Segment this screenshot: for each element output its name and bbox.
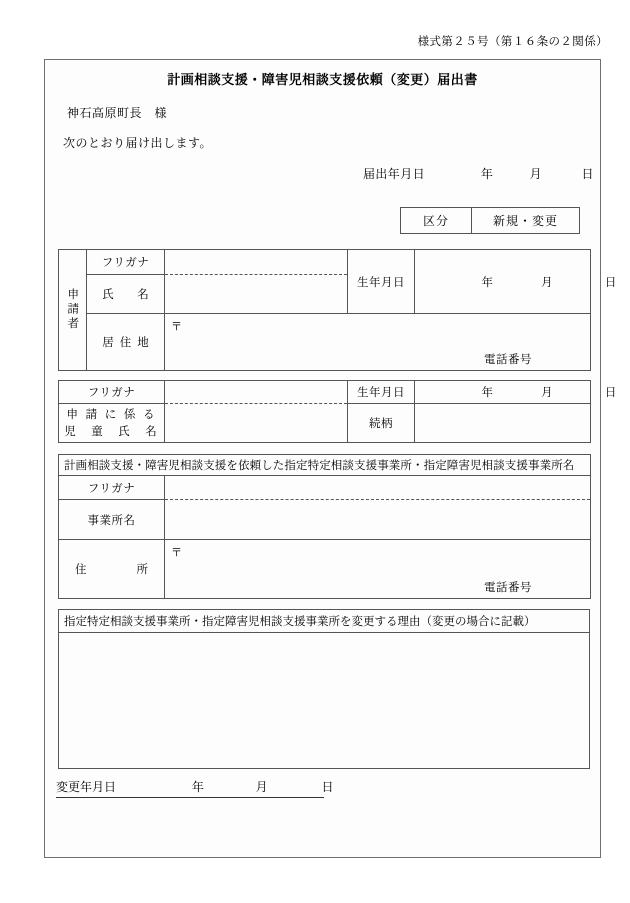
applicant-group-cell xyxy=(59,250,87,371)
form-frame xyxy=(44,59,617,858)
office-furigana-label: フリガナ xyxy=(59,476,165,500)
table-row-child-name xyxy=(59,404,591,443)
submission-year-unit: 年 xyxy=(480,167,493,181)
table-row-applicant-residence xyxy=(59,314,591,371)
child-table xyxy=(58,380,617,443)
child-name-label-line1: 申 請 に 係 る xyxy=(66,406,157,421)
child-relation-input[interactable] xyxy=(415,404,591,443)
applicant-group-label: 申請者 xyxy=(66,288,81,332)
kubun-value[interactable]: 新規・変更 xyxy=(492,214,558,228)
child-name-label-line2: 児 童 氏 名 xyxy=(64,424,159,438)
submission-month-unit: 月 xyxy=(529,167,542,181)
applicant-residence-label-text: 居住地 xyxy=(102,335,155,349)
change-month-unit: 月 xyxy=(255,780,268,794)
reason-textarea[interactable] xyxy=(59,633,589,769)
applicant-furigana-label: フリガナ xyxy=(87,250,165,275)
applicant-name-input[interactable] xyxy=(165,275,348,314)
kubun-label: 区分 xyxy=(401,208,472,233)
office-postal-mark-icon: 〒 xyxy=(171,546,182,559)
page-title: 計画相談支援・障害児相談支援依頼（変更）届出書 xyxy=(167,73,478,88)
table-row-office-furigana xyxy=(59,476,591,500)
child-relation-label: 続柄 xyxy=(348,404,415,443)
office-table xyxy=(58,454,591,599)
applicant-birthdate-value[interactable] xyxy=(415,250,617,314)
change-date-label: 変更年月日 xyxy=(56,780,117,794)
office-telephone-label: 電話番号 xyxy=(484,580,532,594)
submission-date-line xyxy=(363,165,594,182)
applicant-name-label-text: 氏 名 xyxy=(102,287,155,301)
child-month-unit: 月 xyxy=(541,385,553,399)
applicant-telephone-label: 電話番号 xyxy=(484,352,532,366)
applicant-furigana-input[interactable] xyxy=(165,250,348,275)
change-date-line[interactable] xyxy=(56,778,334,798)
change-year-unit: 年 xyxy=(191,780,204,794)
kubun-box xyxy=(400,207,580,234)
applicant-day-unit: 日 xyxy=(604,274,617,289)
intro-text: 次のとおり届け出します。 xyxy=(63,136,213,150)
table-row-office-address xyxy=(59,540,591,599)
applicant-residence-label xyxy=(87,314,165,371)
table-row-child-furigana xyxy=(59,381,591,404)
applicant-name-label xyxy=(87,275,165,314)
child-birthdate-value[interactable] xyxy=(415,381,617,404)
table-row-office-name xyxy=(59,500,591,540)
applicant-month-unit: 月 xyxy=(541,274,553,289)
office-name-label: 事業所名 xyxy=(59,500,165,540)
form-inner xyxy=(45,60,617,857)
form-number: 様式第２５号（第１６条の２関係） xyxy=(417,34,608,48)
addressee-line: 神石高原町長 様 xyxy=(67,106,168,120)
applicant-table xyxy=(58,249,617,371)
child-name-input[interactable] xyxy=(165,404,348,443)
table-row-office-heading xyxy=(59,455,591,476)
child-name-label xyxy=(59,404,165,443)
submission-date-label: 届出年月日 xyxy=(363,167,426,181)
table-row-applicant-furigana xyxy=(59,250,591,275)
child-birthdate-label: 生年月日 xyxy=(348,381,415,404)
postal-mark-icon: 〒 xyxy=(171,320,182,333)
submission-day-unit: 日 xyxy=(581,167,594,181)
office-address-label xyxy=(59,540,165,599)
office-name-input[interactable] xyxy=(165,500,591,540)
office-furigana-input[interactable] xyxy=(165,476,591,500)
office-section-heading: 計画相談支援・障害児相談支援を依頼した指定特定相談支援事業所・指定障害児相談支援事業所名 xyxy=(59,455,591,476)
applicant-residence-input[interactable] xyxy=(165,314,591,371)
child-furigana-label: フリガナ xyxy=(59,381,165,404)
applicant-year-unit: 年 xyxy=(481,274,493,289)
child-year-unit: 年 xyxy=(481,385,493,399)
office-address-input[interactable] xyxy=(165,540,591,599)
change-day-unit: 日 xyxy=(321,780,334,794)
child-furigana-input[interactable] xyxy=(165,381,348,404)
reason-box xyxy=(58,609,590,769)
child-day-unit: 日 xyxy=(604,385,617,399)
office-address-label-text: 住 所 xyxy=(75,562,157,576)
applicant-birthdate-label: 生年月日 xyxy=(348,250,415,314)
reason-heading: 指定特定相談支援事業所・指定障害児相談支援事業所を変更する理由（変更の場合に記載） xyxy=(59,610,589,633)
